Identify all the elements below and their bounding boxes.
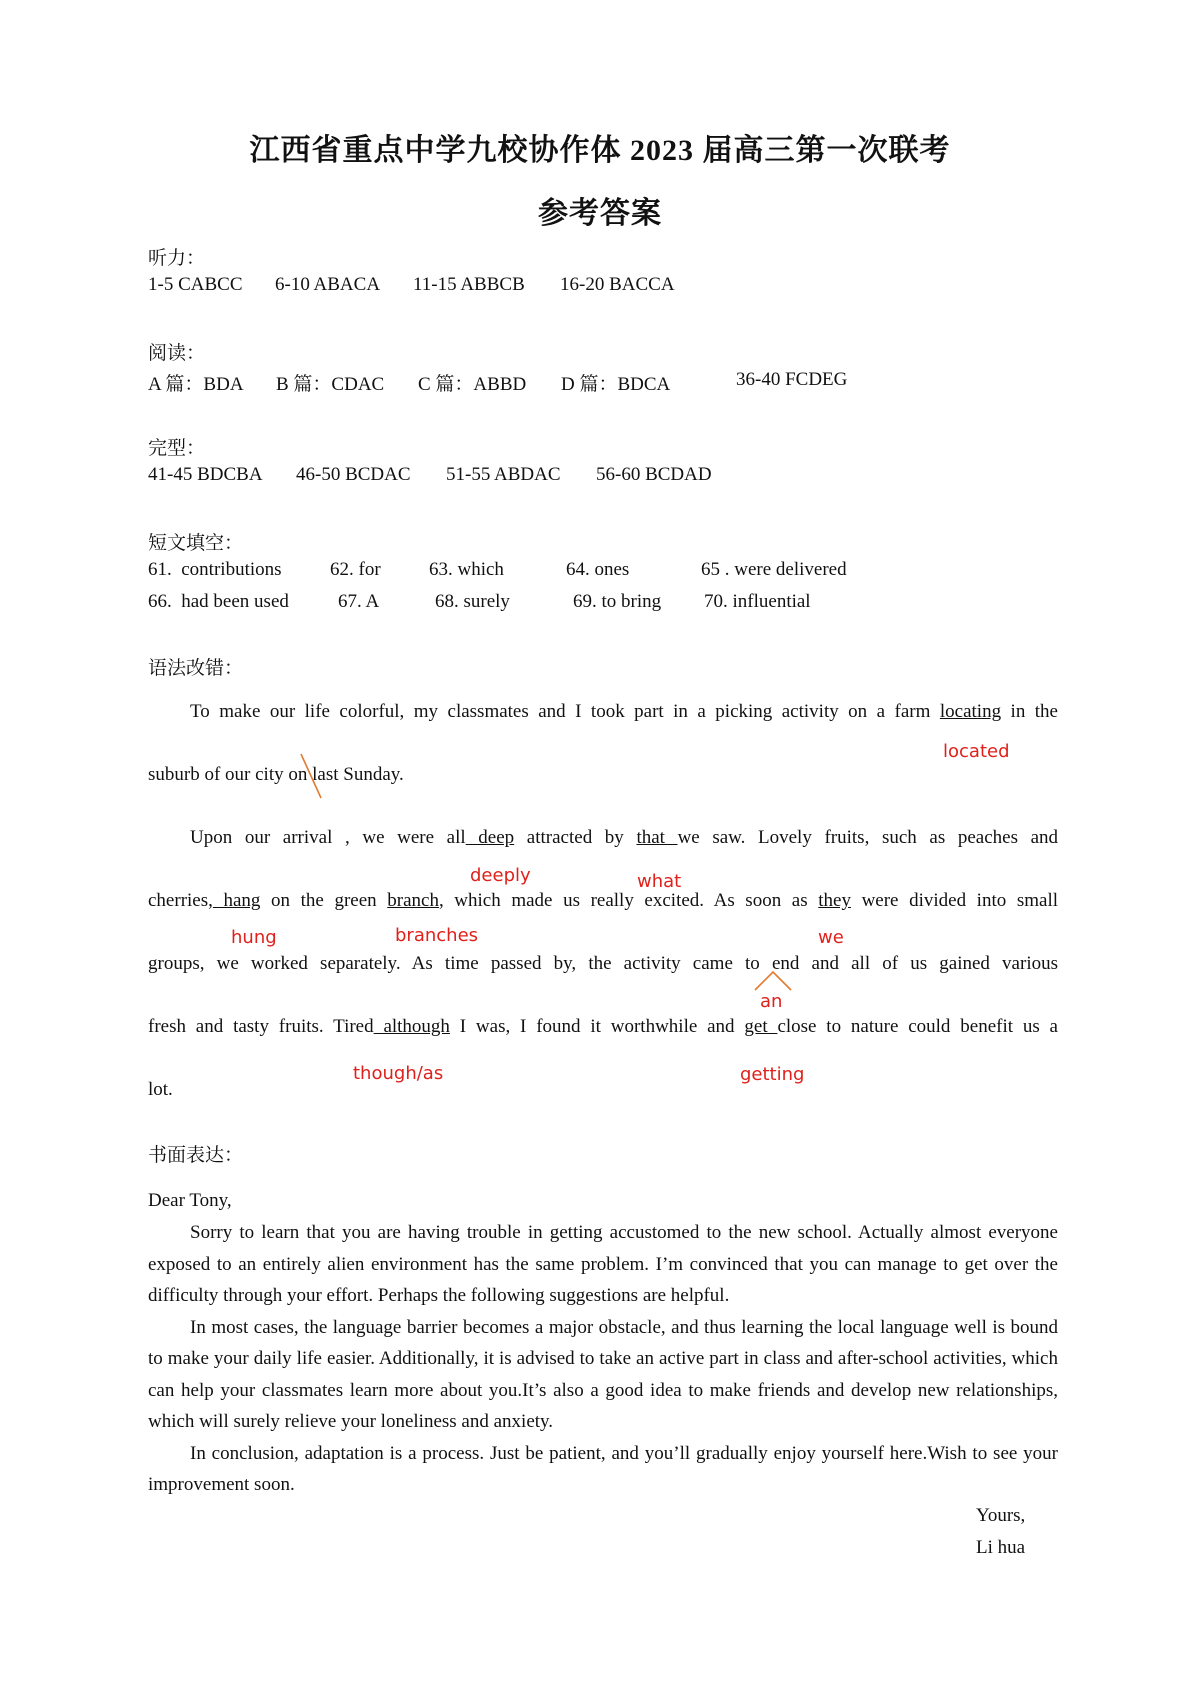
- grammar-line: lot.: [148, 1079, 173, 1100]
- answer-group: B 篇：CDAC: [276, 374, 385, 395]
- insertion-caret: [753, 970, 793, 992]
- fill-answer: 65 . were delivered: [701, 559, 847, 580]
- answer-group: A 篇：BDA: [148, 374, 244, 395]
- correction-located: located: [943, 741, 1010, 762]
- letter-paragraph: Sorry to learn that you are having trouble in getting accustomed to the new school. Actually almost everyone exposed to an entirely alien environment has the same problem. I’m convinced that you can manage to get over the difficulty through your effort. Perhaps the following suggestions are helpful.: [148, 1222, 1058, 1306]
- error-word: that: [636, 827, 678, 848]
- fill-answer: 66. had been used: [148, 591, 289, 612]
- letter-body: [148, 1217, 1058, 1501]
- page-subtitle: 参考答案: [538, 197, 662, 230]
- error-word: locating: [939, 701, 1002, 722]
- correction-an: an: [760, 991, 783, 1012]
- error-word: branch: [387, 890, 439, 911]
- fill-answer: 68. surely: [435, 591, 510, 612]
- correction-getting: getting: [740, 1064, 805, 1085]
- correction-hung: hung: [231, 927, 277, 948]
- error-word: deep: [465, 827, 515, 848]
- grammar-line: suburb of our city on last Sunday.: [148, 764, 404, 785]
- letter-signature: Li hua: [976, 1537, 1026, 1558]
- page-title: 江西省重点中学九校协作体 2023 届高三第一次联考: [249, 134, 951, 167]
- grammar-line: fresh and tasty fruits. Tired although I was, I found it worthwhile and get close to nature could benefit us a: [148, 1016, 1058, 1037]
- deleted-word: on: [288, 764, 308, 785]
- answer-group: D 篇：BDCA: [561, 374, 671, 395]
- error-word: they: [818, 890, 851, 911]
- answer-group: 11-15 ABBCB: [413, 274, 525, 295]
- answer-group: 51-55 ABDAC: [446, 464, 561, 485]
- grammar-line: To make our life colorful, my classmates and I took part in a picking activity on a farm locating in the: [190, 701, 1058, 722]
- error-word: hang: [212, 890, 261, 911]
- correction-we: we: [818, 927, 844, 948]
- fill-answer: 64. ones: [566, 559, 630, 580]
- letter-greeting: Dear Tony,: [148, 1190, 232, 1211]
- listening-label: 听力：: [148, 248, 206, 269]
- answer-group: C 篇：ABBD: [418, 374, 527, 395]
- correction-branches: branches: [395, 925, 479, 946]
- correction-deeply: deeply: [470, 865, 531, 886]
- writing-label: 书面表达：: [148, 1145, 244, 1166]
- answer-group: 41-45 BDCBA: [148, 464, 263, 485]
- letter-paragraph: In conclusion, adaptation is a process. Just be patient, and you’ll gradually enjoy yourself here.Wish to see your improvement soon.: [148, 1442, 1058, 1495]
- error-word: although: [373, 1016, 450, 1037]
- fill-answer: 69. to bring: [573, 591, 662, 612]
- letter-closing: Yours,: [976, 1505, 1026, 1526]
- answer-group: 16-20 BACCA: [560, 274, 675, 295]
- cloze-label: 完型：: [148, 438, 206, 459]
- fill-answer: 67. A: [338, 591, 380, 612]
- fill-answer: 62. for: [330, 559, 381, 580]
- answer-group: 1-5 CABCC: [148, 274, 243, 295]
- letter-paragraph: In most cases, the language barrier becomes a major obstacle, and thus learning the local language well is bound to make your daily life easier. Additionally, it is advised to take an active part in class and after-school activities, which can help your classmates learn more about you.It’s also a good idea to make friends and develop new relationships, which will surely relieve your loneliness and anxiety.: [148, 1316, 1058, 1432]
- grammar-line: groups, we worked separately. As time passed by, the activity came to end and all of us gained various: [148, 953, 1058, 974]
- deletion-slash: [297, 752, 325, 800]
- fill-answer: 70. influential: [704, 591, 811, 612]
- correction-though: though/as: [353, 1063, 444, 1084]
- fill-answer: 63. which: [429, 559, 504, 580]
- correction-what: what: [637, 871, 682, 892]
- grammar-label: 语法改错：: [148, 658, 244, 679]
- fill-answer: 61. contributions: [148, 559, 282, 580]
- answer-group: 56-60 BCDAD: [596, 464, 712, 485]
- grammar-line: cherries, hang on the green branch, which made us really excited. As soon as they were divided into small: [148, 890, 1059, 911]
- grammar-line: Upon our arrival , we were all deep attracted by that we saw. Lovely fruits, such as peaches and: [190, 827, 1059, 848]
- answer-group: 36-40 FCDEG: [736, 369, 848, 390]
- reading-label: 阅读：: [148, 343, 206, 364]
- answer-group: 6-10 ABACA: [275, 274, 381, 295]
- fill-label: 短文填空：: [148, 533, 244, 554]
- error-word: get: [744, 1016, 778, 1037]
- answer-group: 46-50 BCDAC: [296, 464, 411, 485]
